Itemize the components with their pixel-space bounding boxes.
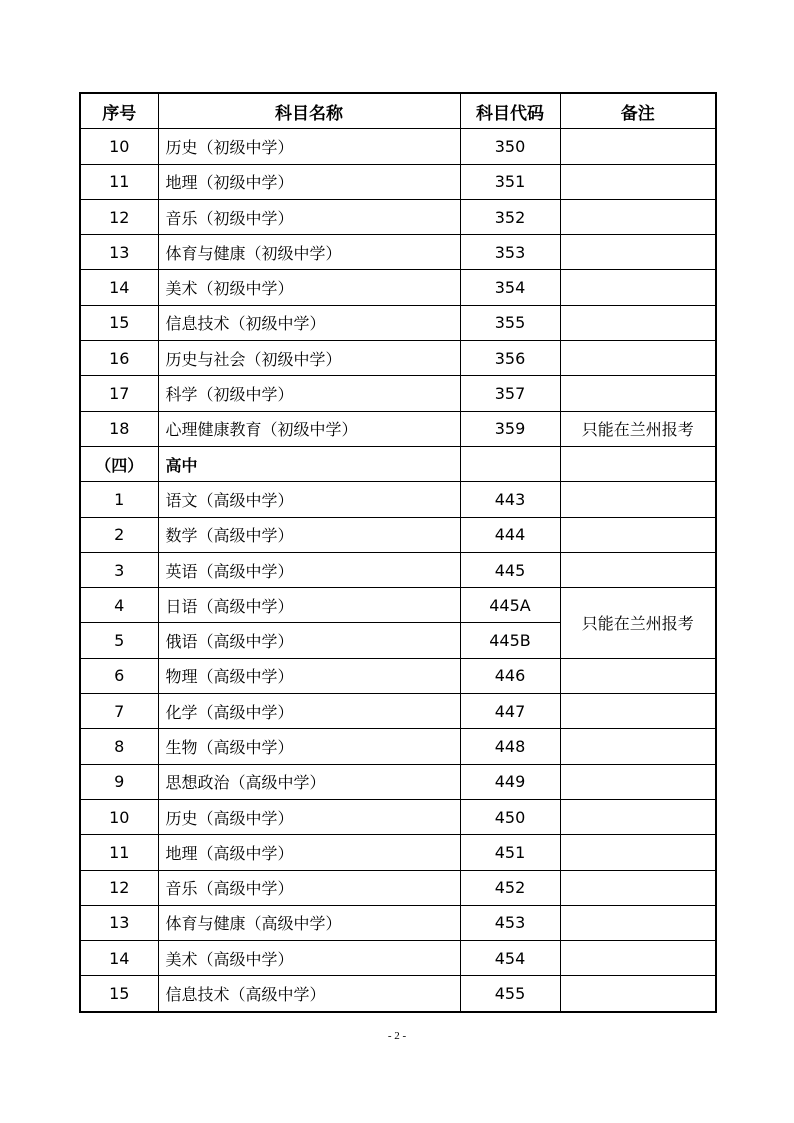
row-subject-code: 451 xyxy=(460,835,560,870)
row-subject-code: 448 xyxy=(460,729,560,764)
table-row xyxy=(80,694,716,729)
row-seq: 11 xyxy=(80,164,158,199)
row-note xyxy=(560,976,716,1012)
row-seq: 15 xyxy=(80,976,158,1012)
row-note-merged: 只能在兰州报考 xyxy=(560,588,716,659)
row-subject-name: 语文（高级中学） xyxy=(158,482,460,517)
table-row xyxy=(80,552,716,587)
row-seq: 3 xyxy=(80,552,158,587)
row-note xyxy=(560,129,716,164)
row-subject-name: 数学（高级中学） xyxy=(158,517,460,552)
row-subject-code: 350 xyxy=(460,129,560,164)
row-subject-name: 信息技术（高级中学） xyxy=(158,976,460,1012)
table-row xyxy=(80,341,716,376)
row-subject-code: 454 xyxy=(460,941,560,976)
table-row xyxy=(80,482,716,517)
row-subject-name: 地理（初级中学） xyxy=(158,164,460,199)
row-subject-code: 446 xyxy=(460,658,560,693)
table-row xyxy=(80,764,716,799)
row-subject-code: 443 xyxy=(460,482,560,517)
row-note xyxy=(560,658,716,693)
table-row xyxy=(80,905,716,940)
table-row xyxy=(80,588,716,623)
row-subject-code: 445B xyxy=(460,623,560,658)
row-subject-name: 音乐（高级中学） xyxy=(158,870,460,905)
row-subject-code: 356 xyxy=(460,341,560,376)
row-subject-code: 352 xyxy=(460,199,560,234)
row-subject-name: 英语（高级中学） xyxy=(158,552,460,587)
row-seq: 14 xyxy=(80,941,158,976)
row-subject-code: 455 xyxy=(460,976,560,1012)
table-row xyxy=(80,199,716,234)
row-note xyxy=(560,164,716,199)
row-seq: 10 xyxy=(80,799,158,834)
row-note xyxy=(560,694,716,729)
row-seq: 2 xyxy=(80,517,158,552)
row-subject-code: 445 xyxy=(460,552,560,587)
row-seq: 18 xyxy=(80,411,158,446)
row-subject-code: 359 xyxy=(460,411,560,446)
row-subject-name: 科学（初级中学） xyxy=(158,376,460,411)
row-subject-name: 音乐（初级中学） xyxy=(158,199,460,234)
table-row xyxy=(80,376,716,411)
row-seq: 16 xyxy=(80,341,158,376)
table-row xyxy=(80,658,716,693)
table-row xyxy=(80,835,716,870)
header-subject-code: 科目代码 xyxy=(460,93,560,129)
table-row xyxy=(80,235,716,270)
row-subject-code: 445A xyxy=(460,588,560,623)
row-subject-name: 历史（初级中学） xyxy=(158,129,460,164)
section-seq: （四） xyxy=(80,446,158,481)
row-note xyxy=(560,446,716,481)
row-note: 只能在兰州报考 xyxy=(560,411,716,446)
table-header-row xyxy=(80,93,716,129)
row-subject-code: 453 xyxy=(460,905,560,940)
table-row xyxy=(80,270,716,305)
row-note xyxy=(560,376,716,411)
row-subject-name: 美术（高级中学） xyxy=(158,941,460,976)
row-note xyxy=(560,270,716,305)
row-subject-name: 生物（高级中学） xyxy=(158,729,460,764)
row-note xyxy=(560,305,716,340)
row-seq: 12 xyxy=(80,199,158,234)
row-subject-name: 美术（初级中学） xyxy=(158,270,460,305)
row-subject-name: 信息技术（初级中学） xyxy=(158,305,460,340)
header-seq: 序号 xyxy=(80,93,158,129)
row-subject-code: 444 xyxy=(460,517,560,552)
row-note xyxy=(560,341,716,376)
row-subject-name: 历史与社会（初级中学） xyxy=(158,341,460,376)
row-subject-name: 思想政治（高级中学） xyxy=(158,764,460,799)
row-subject-name: 化学（高级中学） xyxy=(158,694,460,729)
section-header-row xyxy=(80,446,716,481)
row-note xyxy=(560,199,716,234)
row-seq: 5 xyxy=(80,623,158,658)
table-row xyxy=(80,870,716,905)
row-seq: 4 xyxy=(80,588,158,623)
row-subject-code: 354 xyxy=(460,270,560,305)
row-subject-code: 450 xyxy=(460,799,560,834)
row-seq: 13 xyxy=(80,235,158,270)
row-seq: 8 xyxy=(80,729,158,764)
row-note xyxy=(560,799,716,834)
row-subject-name: 心理健康教育（初级中学） xyxy=(158,411,460,446)
row-seq: 14 xyxy=(80,270,158,305)
row-note xyxy=(560,235,716,270)
row-note xyxy=(560,835,716,870)
row-note xyxy=(560,870,716,905)
table-row xyxy=(80,164,716,199)
row-subject-name: 俄语（高级中学） xyxy=(158,623,460,658)
row-note xyxy=(560,764,716,799)
row-note xyxy=(560,729,716,764)
row-subject-name: 历史（高级中学） xyxy=(158,799,460,834)
table-row xyxy=(80,941,716,976)
row-seq: 10 xyxy=(80,129,158,164)
row-note xyxy=(560,941,716,976)
row-subject-code: 452 xyxy=(460,870,560,905)
header-note: 备注 xyxy=(560,93,716,129)
row-subject-name: 体育与健康（初级中学） xyxy=(158,235,460,270)
subjects-table xyxy=(79,92,717,1013)
table-row xyxy=(80,729,716,764)
row-subject-code: 449 xyxy=(460,764,560,799)
row-subject-name: 地理（高级中学） xyxy=(158,835,460,870)
table-row xyxy=(80,305,716,340)
table-row xyxy=(80,799,716,834)
row-seq: 12 xyxy=(80,870,158,905)
row-subject-code xyxy=(460,446,560,481)
table-row xyxy=(80,129,716,164)
row-seq: 1 xyxy=(80,482,158,517)
row-seq: 17 xyxy=(80,376,158,411)
table-row xyxy=(80,517,716,552)
table-row xyxy=(80,976,716,1012)
row-subject-name: 物理（高级中学） xyxy=(158,658,460,693)
table-row xyxy=(80,411,716,446)
row-subject-code: 355 xyxy=(460,305,560,340)
row-subject-name: 体育与健康（高级中学） xyxy=(158,905,460,940)
row-subject-code: 447 xyxy=(460,694,560,729)
row-seq: 6 xyxy=(80,658,158,693)
header-subject-name: 科目名称 xyxy=(158,93,460,129)
row-subject-code: 353 xyxy=(460,235,560,270)
row-seq: 11 xyxy=(80,835,158,870)
row-note xyxy=(560,517,716,552)
row-seq: 15 xyxy=(80,305,158,340)
row-subject-code: 357 xyxy=(460,376,560,411)
row-seq: 7 xyxy=(80,694,158,729)
row-seq: 9 xyxy=(80,764,158,799)
section-title: 高中 xyxy=(158,446,460,481)
row-note xyxy=(560,552,716,587)
row-subject-code: 351 xyxy=(460,164,560,199)
row-seq: 13 xyxy=(80,905,158,940)
row-note xyxy=(560,482,716,517)
row-note xyxy=(560,905,716,940)
page-number: - 2 - xyxy=(387,1030,407,1042)
row-subject-name: 日语（高级中学） xyxy=(158,588,460,623)
